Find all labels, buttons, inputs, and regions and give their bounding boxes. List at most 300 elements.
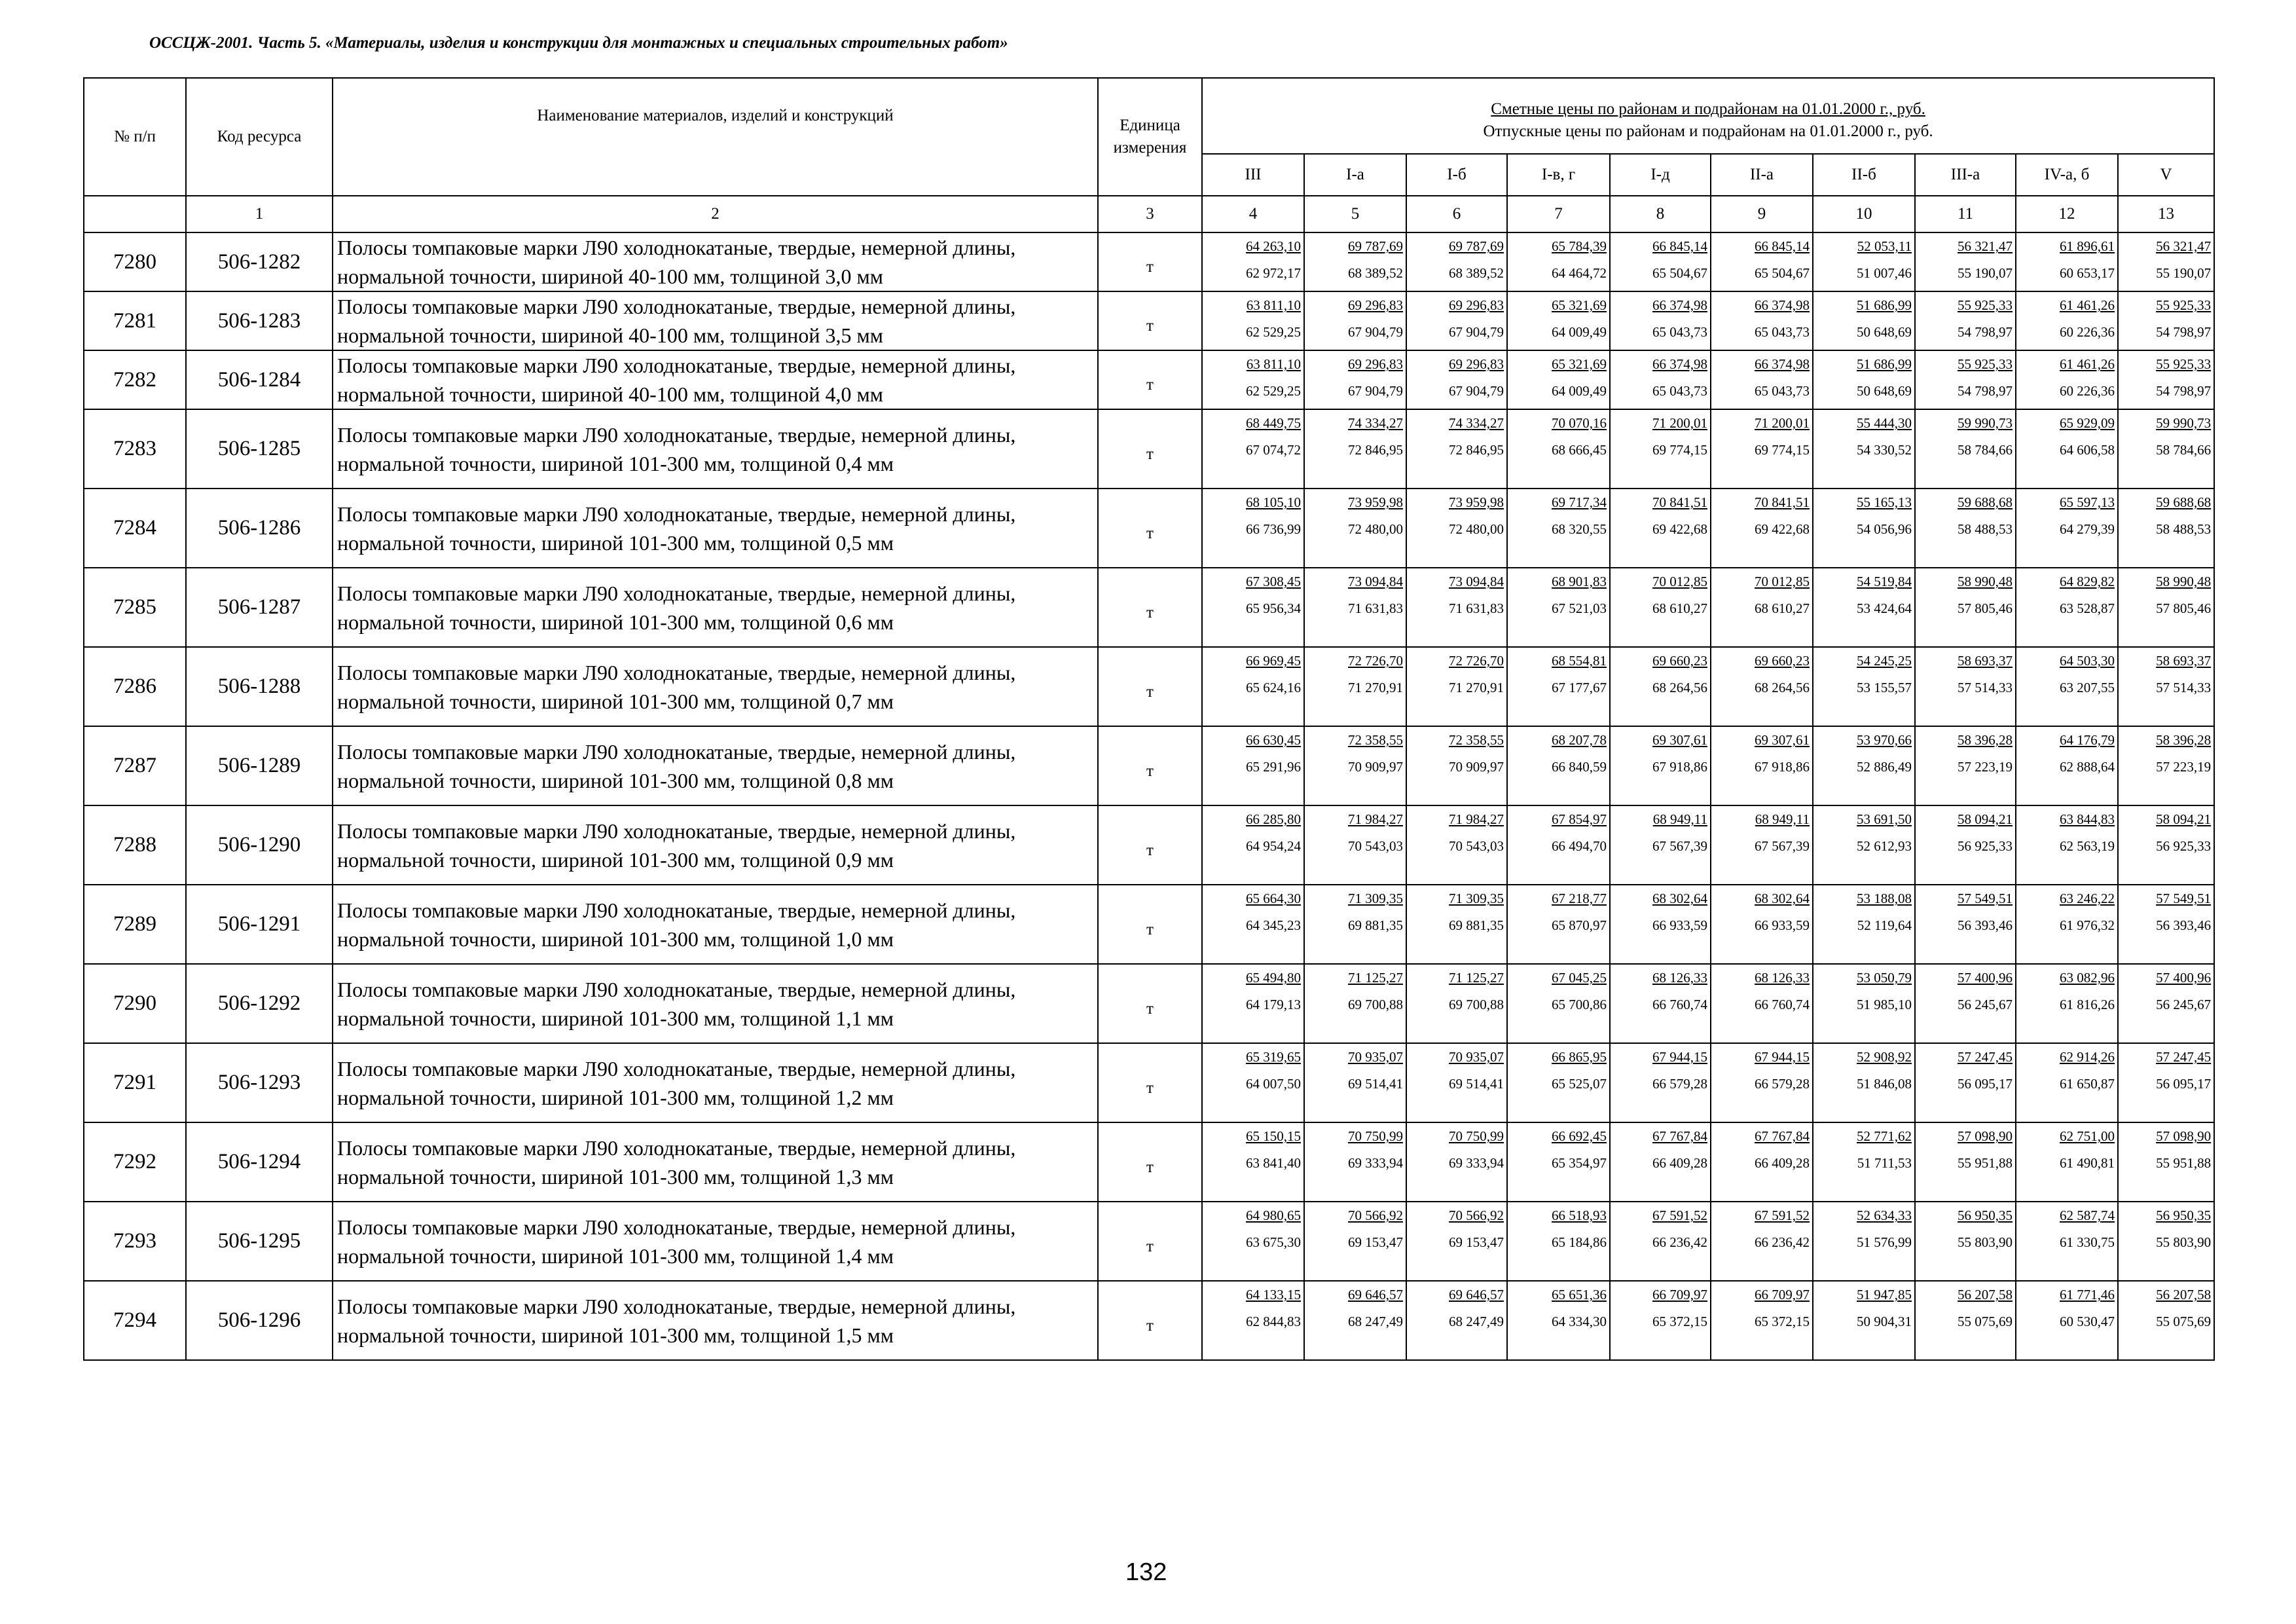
estimate-price: 64 829,82 <box>2060 574 2115 589</box>
release-price: 72 846,95 <box>1348 442 1403 458</box>
price-cell <box>2118 885 2214 964</box>
estimate-price: 68 207,78 <box>1552 732 1607 748</box>
material-name-line: нормальной точности, шириной 101-300 мм, толщиной 1,3 мм <box>337 1164 894 1189</box>
price-cell <box>1406 1043 1507 1122</box>
release-price: 71 631,83 <box>1348 600 1403 616</box>
price-cell <box>2118 232 2214 291</box>
material-name <box>333 232 1098 291</box>
resource-code: 506-1282 <box>186 232 333 291</box>
release-price: 64 954,24 <box>1246 838 1301 854</box>
price-cell <box>2016 805 2118 885</box>
release-price: 71 270,91 <box>1348 680 1403 695</box>
release-price: 54 798,97 <box>2156 383 2212 399</box>
price-cell <box>1507 409 1610 489</box>
price-cell <box>1711 1043 1813 1122</box>
estimate-price: 65 664,30 <box>1246 891 1301 906</box>
price-cell <box>1711 350 1813 409</box>
region-header: IV-а, б <box>2016 154 2118 196</box>
estimate-price: 65 929,09 <box>2060 415 2115 431</box>
estimate-price: 70 750,99 <box>1449 1128 1504 1144</box>
release-price: 57 514,33 <box>1958 680 2013 695</box>
table-row <box>84 291 2214 350</box>
material-name-line: Полосы томпаковые марки Л90 холоднокатаные, твердые, немерной длины, <box>337 819 1016 843</box>
estimate-price: 61 461,26 <box>2060 297 2115 313</box>
material-name-line: Полосы томпаковые марки Л90 холоднокатаные, твердые, немерной длины, <box>337 295 1016 318</box>
release-price: 65 354,97 <box>1552 1155 1607 1171</box>
release-price: 68 247,49 <box>1449 1314 1504 1329</box>
row-number: 7290 <box>84 964 186 1043</box>
estimate-price: 59 688,68 <box>2156 494 2212 510</box>
release-price: 55 951,88 <box>1958 1155 2013 1171</box>
column-number: 8 <box>1610 196 1711 232</box>
unit-of-measure: т <box>1098 964 1202 1043</box>
price-cell <box>1915 232 2016 291</box>
region-header: V <box>2118 154 2214 196</box>
resource-code: 506-1290 <box>186 805 333 885</box>
price-cell <box>1406 885 1507 964</box>
release-price: 50 904,31 <box>1857 1314 1912 1329</box>
price-cell <box>1304 350 1406 409</box>
release-price: 64 464,72 <box>1552 265 1607 281</box>
price-cell <box>1711 805 1813 885</box>
price-cell <box>1915 409 2016 489</box>
release-price: 54 798,97 <box>1958 324 2013 340</box>
estimate-price: 69 660,23 <box>1652 653 1707 669</box>
material-name-line: Полосы томпаковые марки Л90 холоднокатаные, твердые, немерной длины, <box>337 581 1016 605</box>
col-header-code: Код ресурса <box>186 78 333 196</box>
release-price: 62 844,83 <box>1246 1314 1301 1329</box>
price-cell <box>1915 1281 2016 1360</box>
release-price: 65 956,34 <box>1246 600 1301 616</box>
price-cell <box>1507 350 1610 409</box>
release-price: 67 521,03 <box>1552 600 1607 616</box>
material-name-line: нормальной точности, шириной 40-100 мм, толщиной 3,5 мм <box>337 323 883 347</box>
price-cell <box>2016 568 2118 647</box>
material-name-line: нормальной точности, шириной 101-300 мм, толщиной 1,4 мм <box>337 1244 894 1268</box>
release-price: 57 223,19 <box>1958 759 2013 775</box>
estimate-price: 70 935,07 <box>1348 1049 1403 1065</box>
release-price: 66 236,42 <box>1652 1234 1707 1250</box>
release-price: 57 805,46 <box>2156 600 2212 616</box>
price-cell <box>1202 232 1304 291</box>
release-price: 70 909,97 <box>1449 759 1504 775</box>
price-cell <box>1507 726 1610 805</box>
estimate-price: 69 307,61 <box>1652 732 1707 748</box>
price-cell <box>1610 1281 1711 1360</box>
release-price: 58 784,66 <box>2156 442 2212 458</box>
price-cell <box>2118 1122 2214 1202</box>
price-cell <box>1406 350 1507 409</box>
price-cell <box>1507 489 1610 568</box>
price-cell <box>1507 885 1610 964</box>
material-name-line: нормальной точности, шириной 101-300 мм, толщиной 1,2 мм <box>337 1085 894 1109</box>
unit-of-measure: т <box>1098 1122 1202 1202</box>
estimate-price: 69 717,34 <box>1552 494 1607 510</box>
price-cell <box>1915 726 2016 805</box>
estimate-price: 66 374,98 <box>1755 356 1810 372</box>
price-cell <box>1202 350 1304 409</box>
estimate-price: 56 207,58 <box>2156 1287 2212 1302</box>
release-price: 54 056,96 <box>1857 521 1912 537</box>
estimate-price: 72 726,70 <box>1348 653 1403 669</box>
table-row <box>84 647 2214 726</box>
price-cell <box>1507 1122 1610 1202</box>
price-cell <box>1202 647 1304 726</box>
table-row <box>84 964 2214 1043</box>
estimate-price: 74 334,27 <box>1449 415 1504 431</box>
estimate-price: 52 634,33 <box>1857 1208 1912 1223</box>
material-name-line: нормальной точности, шириной 101-300 мм, толщиной 0,7 мм <box>337 689 894 713</box>
price-cell <box>1813 885 1915 964</box>
price-cell <box>1507 568 1610 647</box>
release-price: 66 236,42 <box>1755 1234 1810 1250</box>
estimate-price: 70 841,51 <box>1652 494 1707 510</box>
estimate-price: 51 686,99 <box>1857 297 1912 313</box>
release-price: 67 918,86 <box>1652 759 1707 775</box>
estimate-price: 72 358,55 <box>1348 732 1403 748</box>
column-number: 9 <box>1711 196 1813 232</box>
table-row <box>84 409 2214 489</box>
row-number: 7292 <box>84 1122 186 1202</box>
material-name <box>333 964 1098 1043</box>
estimate-price: 71 984,27 <box>1348 811 1403 827</box>
resource-code: 506-1296 <box>186 1281 333 1360</box>
release-price: 69 153,47 <box>1449 1234 1504 1250</box>
price-cell <box>1406 647 1507 726</box>
region-header: III-а <box>1915 154 2016 196</box>
row-number: 7294 <box>84 1281 186 1360</box>
estimate-price: 70 935,07 <box>1449 1049 1504 1065</box>
price-cell <box>1610 1202 1711 1281</box>
estimate-price: 58 094,21 <box>1958 811 2013 827</box>
estimate-price: 65 321,69 <box>1552 297 1607 313</box>
resource-code: 506-1284 <box>186 350 333 409</box>
release-price: 66 933,59 <box>1652 917 1707 933</box>
release-price: 66 579,28 <box>1755 1076 1810 1092</box>
estimate-price: 64 503,30 <box>2060 653 2115 669</box>
price-cell <box>1610 232 1711 291</box>
estimate-price: 70 750,99 <box>1348 1128 1403 1144</box>
price-cell <box>1711 409 1813 489</box>
release-price: 55 075,69 <box>1958 1314 2013 1329</box>
release-price: 68 389,52 <box>1449 265 1504 281</box>
release-price: 52 612,93 <box>1857 838 1912 854</box>
price-cell <box>1507 1043 1610 1122</box>
estimate-price: 55 925,33 <box>2156 356 2212 372</box>
unit-of-measure: т <box>1098 568 1202 647</box>
release-price: 61 490,81 <box>2060 1155 2115 1171</box>
table-row <box>84 885 2214 964</box>
release-price: 51 711,53 <box>1857 1155 1912 1171</box>
estimate-price: 69 646,57 <box>1449 1287 1504 1302</box>
estimate-price: 64 133,15 <box>1246 1287 1301 1302</box>
price-cell <box>2118 964 2214 1043</box>
header-row <box>84 78 2214 154</box>
estimate-price: 66 969,45 <box>1246 653 1301 669</box>
release-price: 66 579,28 <box>1652 1076 1707 1092</box>
price-cell <box>2016 1122 2118 1202</box>
price-cell <box>1610 409 1711 489</box>
release-price: 50 648,69 <box>1857 383 1912 399</box>
region-header: I-б <box>1406 154 1507 196</box>
price-cell <box>1813 568 1915 647</box>
region-header: I-д <box>1610 154 1711 196</box>
release-price: 69 700,88 <box>1449 997 1504 1012</box>
estimate-price: 55 444,30 <box>1857 415 1912 431</box>
price-cell <box>2016 885 2118 964</box>
release-price: 52 119,64 <box>1857 917 1912 933</box>
estimate-price: 72 358,55 <box>1449 732 1504 748</box>
estimate-price: 58 693,37 <box>1958 653 2013 669</box>
row-number: 7288 <box>84 805 186 885</box>
estimate-price: 57 400,96 <box>1958 970 2013 986</box>
column-number: 4 <box>1202 196 1304 232</box>
row-number: 7282 <box>84 350 186 409</box>
estimate-price: 74 334,27 <box>1348 415 1403 431</box>
release-price: 68 666,45 <box>1552 442 1607 458</box>
material-name-line: Полосы томпаковые марки Л90 холоднокатаные, твердые, немерной длины, <box>337 898 1016 922</box>
estimate-price: 66 709,97 <box>1652 1287 1707 1302</box>
column-number: 3 <box>1098 196 1202 232</box>
resource-code: 506-1291 <box>186 885 333 964</box>
unit-of-measure: т <box>1098 409 1202 489</box>
estimate-price: 67 767,84 <box>1755 1128 1810 1144</box>
material-name <box>333 885 1098 964</box>
price-cell <box>1813 409 1915 489</box>
price-cell <box>1813 1281 1915 1360</box>
estimate-price: 59 990,73 <box>1958 415 2013 431</box>
estimate-price: 63 811,10 <box>1246 356 1301 372</box>
estimate-price: 56 321,47 <box>2156 238 2212 254</box>
col-header-name: Наименование материалов, изделий и конструкций <box>333 78 1098 196</box>
price-cell <box>2016 1202 2118 1281</box>
release-price: 54 798,97 <box>2156 324 2212 340</box>
material-name <box>333 409 1098 489</box>
estimate-price: 73 094,84 <box>1449 574 1504 589</box>
material-name-line: нормальной точности, шириной 101-300 мм, толщиной 0,4 мм <box>337 451 894 475</box>
estimate-price: 67 045,25 <box>1552 970 1607 986</box>
estimate-price: 67 308,45 <box>1246 574 1301 589</box>
price-cell <box>1915 1202 2016 1281</box>
estimate-price: 66 374,98 <box>1652 356 1707 372</box>
estimate-price: 70 070,16 <box>1552 415 1607 431</box>
release-price: 61 330,75 <box>2060 1234 2115 1250</box>
price-cell <box>1304 489 1406 568</box>
release-price: 61 976,32 <box>2060 917 2115 933</box>
prices-estimate-caption: Сметные цены по районам и подрайонам на 01.01.2000 г., руб. <box>1491 100 1925 118</box>
material-name-line: Полосы томпаковые марки Л90 холоднокатаные, твердые, немерной длины, <box>337 1056 1016 1080</box>
estimate-price: 66 845,14 <box>1755 238 1810 254</box>
unit-of-measure: т <box>1098 805 1202 885</box>
region-header: II-б <box>1813 154 1915 196</box>
price-cell <box>1202 885 1304 964</box>
price-cell <box>1813 964 1915 1043</box>
release-price: 69 774,15 <box>1755 442 1810 458</box>
estimate-price: 69 296,83 <box>1348 356 1403 372</box>
table-row <box>84 232 2214 291</box>
release-price: 56 925,33 <box>2156 838 2212 854</box>
estimate-price: 71 309,35 <box>1348 891 1403 906</box>
price-cell <box>2118 1043 2214 1122</box>
estimate-price: 73 094,84 <box>1348 574 1403 589</box>
price-cell <box>1304 568 1406 647</box>
price-cell <box>1711 1202 1813 1281</box>
estimate-price: 66 285,80 <box>1246 811 1301 827</box>
estimate-price: 71 309,35 <box>1449 891 1504 906</box>
estimate-price: 66 692,45 <box>1552 1128 1607 1144</box>
release-price: 67 918,86 <box>1755 759 1810 775</box>
estimate-price: 68 302,64 <box>1755 891 1810 906</box>
column-number: 2 <box>333 196 1098 232</box>
price-cell <box>1915 568 2016 647</box>
release-price: 56 245,67 <box>1958 997 2013 1012</box>
material-name-line: Полосы томпаковые марки Л90 холоднокатаные, твердые, немерной длины, <box>337 660 1016 684</box>
release-price: 70 543,03 <box>1348 838 1403 854</box>
release-price: 70 909,97 <box>1348 759 1403 775</box>
price-cell <box>2016 291 2118 350</box>
resource-code: 506-1289 <box>186 726 333 805</box>
estimate-price: 58 990,48 <box>1958 574 2013 589</box>
release-price: 65 291,96 <box>1246 759 1301 775</box>
release-price: 52 886,49 <box>1857 759 1912 775</box>
material-name-line: нормальной точности, шириной 101-300 мм, толщиной 0,8 мм <box>337 768 894 792</box>
release-price: 65 043,73 <box>1755 324 1810 340</box>
release-price: 53 155,57 <box>1857 680 1912 695</box>
col-header-prices <box>1202 78 2214 154</box>
estimate-price: 67 854,97 <box>1552 811 1607 827</box>
table-row <box>84 726 2214 805</box>
price-cell <box>1304 885 1406 964</box>
release-price: 56 095,17 <box>1958 1076 2013 1092</box>
material-name-line: нормальной точности, шириной 101-300 мм, толщиной 1,0 мм <box>337 927 894 951</box>
table-row <box>84 1122 2214 1202</box>
release-price: 65 700,86 <box>1552 997 1607 1012</box>
release-price: 51 007,46 <box>1857 265 1912 281</box>
price-cell <box>1202 568 1304 647</box>
release-price: 50 648,69 <box>1857 324 1912 340</box>
estimate-price: 61 461,26 <box>2060 356 2115 372</box>
price-cell <box>1610 1122 1711 1202</box>
estimate-price: 52 908,92 <box>1857 1049 1912 1065</box>
estimate-price: 68 449,75 <box>1246 415 1301 431</box>
price-cell <box>1202 1122 1304 1202</box>
resource-code: 506-1293 <box>186 1043 333 1122</box>
price-cell <box>1711 964 1813 1043</box>
price-cell <box>1610 489 1711 568</box>
price-cell <box>1304 1281 1406 1360</box>
table-body <box>84 232 2214 1360</box>
price-cell <box>1304 1202 1406 1281</box>
estimate-price: 54 519,84 <box>1857 574 1912 589</box>
release-price: 65 504,67 <box>1652 265 1707 281</box>
release-price: 66 736,99 <box>1246 521 1301 537</box>
estimate-price: 69 660,23 <box>1755 653 1810 669</box>
price-cell <box>1813 647 1915 726</box>
estimate-price: 65 494,80 <box>1246 970 1301 986</box>
release-price: 65 372,15 <box>1755 1314 1810 1329</box>
estimate-price: 65 597,13 <box>2060 494 2115 510</box>
price-cell <box>1507 647 1610 726</box>
release-price: 53 424,64 <box>1857 600 1912 616</box>
estimate-price: 69 296,83 <box>1348 297 1403 313</box>
price-cell <box>1711 647 1813 726</box>
estimate-price: 69 296,83 <box>1449 297 1504 313</box>
estimate-price: 68 949,11 <box>1755 811 1810 827</box>
release-price: 61 650,87 <box>2060 1076 2115 1092</box>
material-name <box>333 568 1098 647</box>
price-cell <box>1915 1043 2016 1122</box>
estimate-price: 65 651,36 <box>1552 1287 1607 1302</box>
release-price: 69 422,68 <box>1652 521 1707 537</box>
price-cell <box>1202 1043 1304 1122</box>
release-price: 68 264,56 <box>1755 680 1810 695</box>
release-price: 69 514,41 <box>1348 1076 1403 1092</box>
estimate-price: 57 400,96 <box>2156 970 2212 986</box>
column-number <box>84 196 186 232</box>
release-price: 67 177,67 <box>1552 680 1607 695</box>
resource-code: 506-1285 <box>186 409 333 489</box>
estimate-price: 68 554,81 <box>1552 653 1607 669</box>
material-name-line: Полосы томпаковые марки Л90 холоднокатаные, твердые, немерной длины, <box>337 1135 1016 1160</box>
price-cell <box>1202 805 1304 885</box>
release-price: 72 480,00 <box>1449 521 1504 537</box>
price-cell <box>1304 726 1406 805</box>
region-header: III <box>1202 154 1304 196</box>
release-price: 66 494,70 <box>1552 838 1607 854</box>
material-name-line: нормальной точности, шириной 40-100 мм, толщиной 3,0 мм <box>337 265 883 288</box>
estimate-price: 51 686,99 <box>1857 356 1912 372</box>
release-price: 55 190,07 <box>1958 265 2013 281</box>
price-cell <box>1610 350 1711 409</box>
release-price: 55 803,90 <box>2156 1234 2212 1250</box>
estimate-price: 69 646,57 <box>1348 1287 1403 1302</box>
estimate-price: 66 865,95 <box>1552 1049 1607 1065</box>
estimate-price: 71 200,01 <box>1652 415 1707 431</box>
price-cell <box>1406 1202 1507 1281</box>
release-price: 62 563,19 <box>2060 838 2115 854</box>
price-cell <box>1610 1043 1711 1122</box>
estimate-price: 59 688,68 <box>1958 494 2013 510</box>
row-number: 7280 <box>84 232 186 291</box>
price-cell <box>1406 568 1507 647</box>
estimate-price: 61 771,46 <box>2060 1287 2115 1302</box>
price-table <box>83 77 2215 1361</box>
estimate-price: 64 263,10 <box>1246 238 1301 254</box>
release-price: 65 870,97 <box>1552 917 1607 933</box>
estimate-price: 66 518,93 <box>1552 1208 1607 1223</box>
estimate-price: 61 896,61 <box>2060 238 2115 254</box>
estimate-price: 54 245,25 <box>1857 653 1912 669</box>
row-number: 7285 <box>84 568 186 647</box>
release-price: 66 933,59 <box>1755 917 1810 933</box>
price-cell <box>1610 647 1711 726</box>
estimate-price: 71 125,27 <box>1449 970 1504 986</box>
release-price: 65 525,07 <box>1552 1076 1607 1092</box>
col-header-unit: Единица измерения <box>1098 78 1202 196</box>
material-name-line: Полосы томпаковые марки Л90 холоднокатаные, твердые, немерной длины, <box>337 502 1016 526</box>
column-number: 7 <box>1507 196 1610 232</box>
material-name <box>333 350 1098 409</box>
resource-code: 506-1294 <box>186 1122 333 1202</box>
resource-code: 506-1292 <box>186 964 333 1043</box>
estimate-price: 57 098,90 <box>1958 1128 2013 1144</box>
release-price: 64 009,49 <box>1552 324 1607 340</box>
estimate-price: 56 950,35 <box>1958 1208 2013 1223</box>
release-price: 62 529,25 <box>1246 324 1301 340</box>
release-price: 58 488,53 <box>1958 521 2013 537</box>
price-cell <box>1304 232 1406 291</box>
release-price: 67 074,72 <box>1246 442 1301 458</box>
